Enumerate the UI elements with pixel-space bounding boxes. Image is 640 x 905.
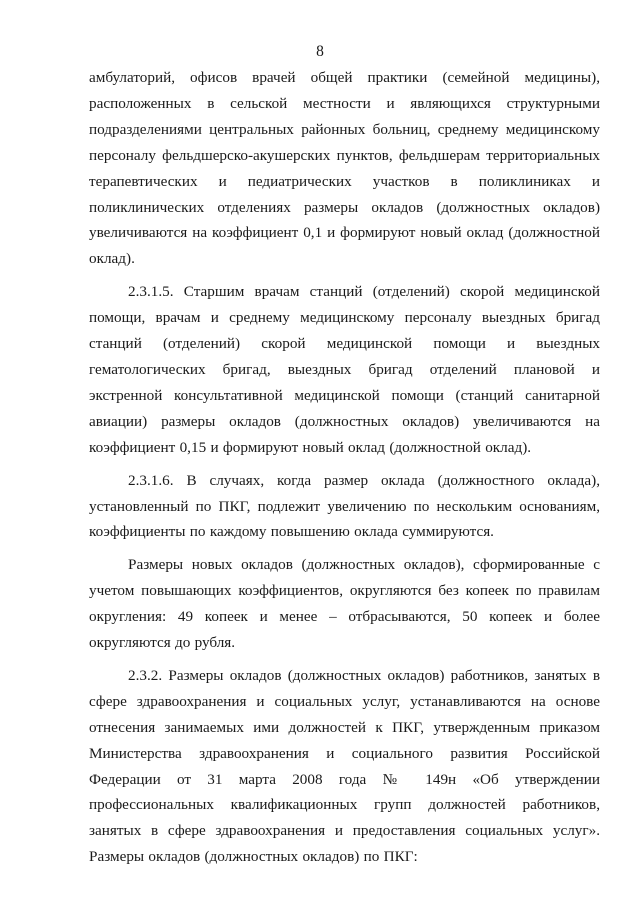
paragraph-continuation: амбулаторий, офисов врачей общей практики (семейной медицины), расположенных в сельской местности и являющихся структурными подразделениями центральных районных больниц, среднему медицинскому персоналу фельдшерско-акушерских пунктов, фельдшерам территориальных терапевтических и педиатрических участков в поликлиниках и поликлинических отделениях размеры окладов (должностных окладов) увеличиваются на коэффициент 0,1 и формируют новый оклад (должностной оклад). xyxy=(89,69,600,268)
document-body xyxy=(89,65,600,877)
paragraph-2-3-2: 2.3.2. Размеры окладов (должностных окладов) работников, занятых в сфере здравоохранения и социальных услуг, устанавливаются на основе отнесения занимаемых ими должностей к ПКГ, утвержденным приказом Министерства здравоохранения и социального развития Российской Федерации от 31 марта 2008 года № 149н «Об утверждении профессиональных квалификационных групп должностей работников, занятых в сфере здравоохранения и предоставления социальных услуг». Размеры окладов (должностных окладов) по ПКГ: xyxy=(89,666,600,866)
paragraph-rounding-rules: Размеры новых окладов (должностных окладов), сформированные с учетом повышающих коэффициентов, округляются без копеек по правилам округления: 49 копеек и менее – отбрасываются, 50 копеек и более округляются до рубля. xyxy=(89,556,600,652)
paragraph-2-3-1-5: 2.3.1.5. Старшим врачам станций (отделений) скорой медицинской помощи, врачам и среднему медицинскому персоналу выездных бригад станций (отделений) скорой медицинской помощи и выездных гематологических бригад, выездных бригад отделений плановой и экстренной консультативной медицинской помощи (станций санитарной авиации) размеры окладов (должностных окладов) увеличиваются на коэффициент 0,15 и формируют новый оклад (должностной оклад). xyxy=(89,283,600,456)
page-number: 8 xyxy=(316,43,324,60)
paragraph-2-3-1-6: 2.3.1.6. В случаях, когда размер оклада (должностного оклада), установленный по ПКГ, подлежит увеличению по нескольким основаниям, коэффициенты по каждому повышению оклада суммируются. xyxy=(89,471,600,541)
